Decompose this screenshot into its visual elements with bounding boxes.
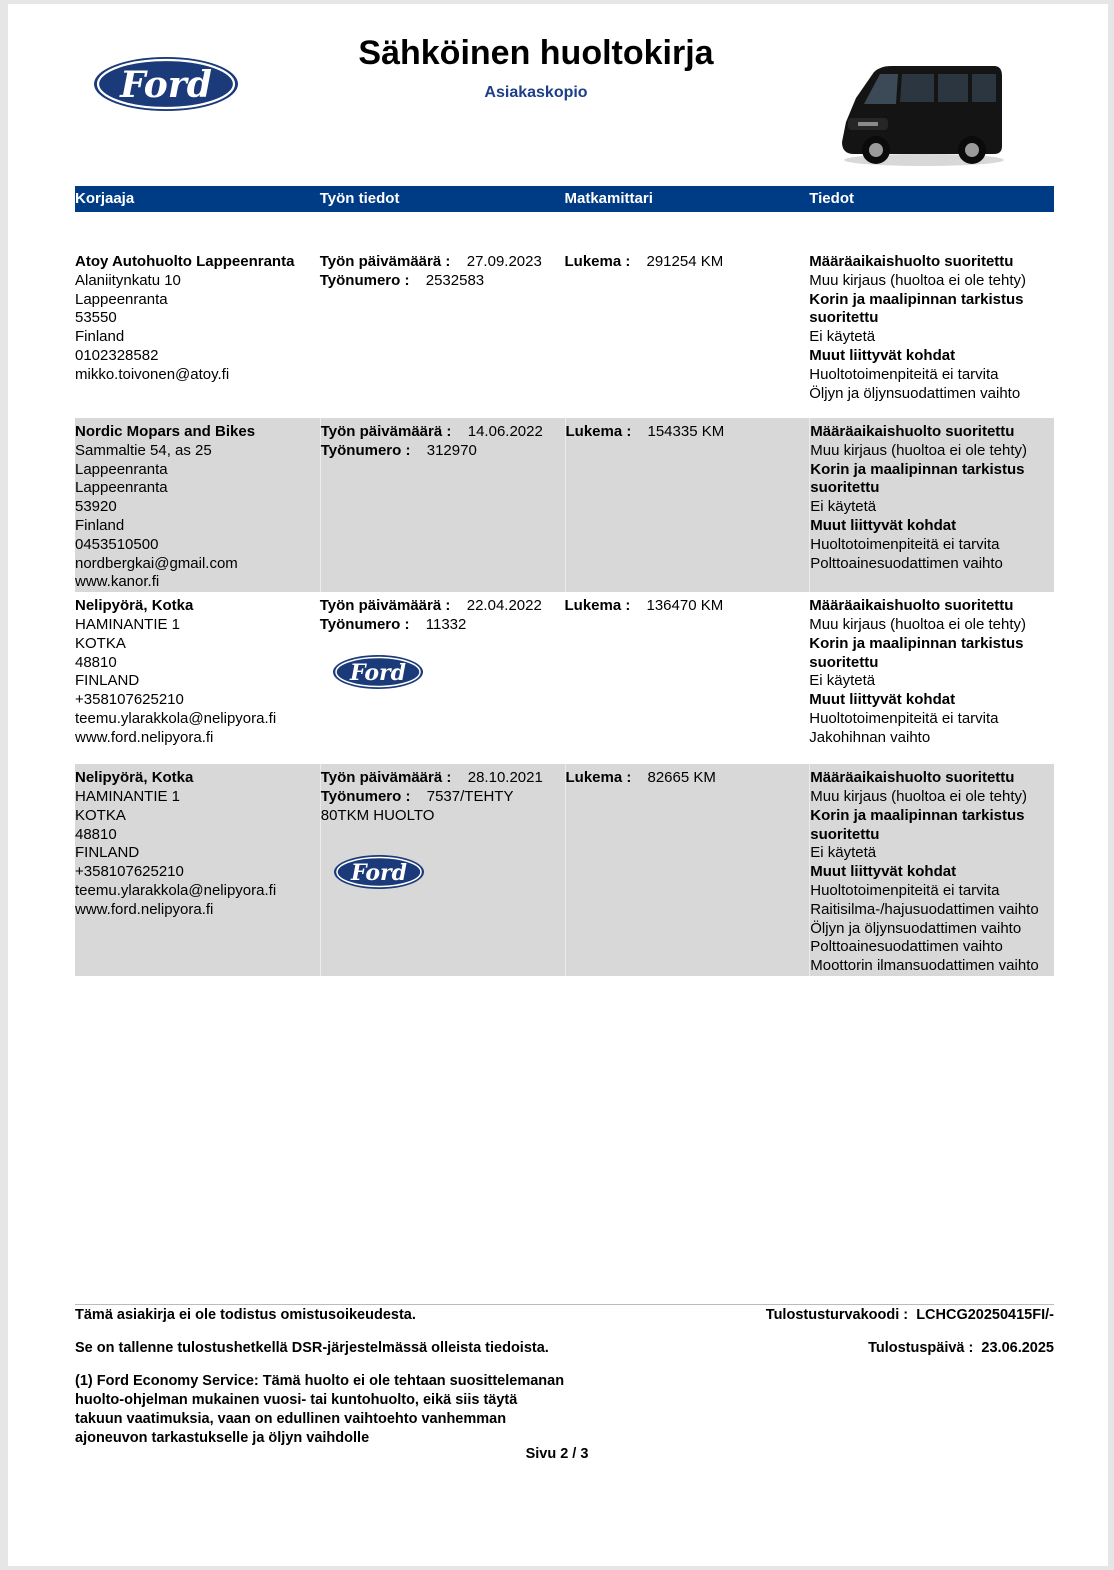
- work-number-label: Työnumero :: [319, 271, 410, 289]
- ford-dealer-logo-text: Ford: [350, 860, 407, 887]
- info-heading: Muut liittyvät kohdat: [810, 516, 957, 534]
- economy-note-line: (1) Ford Economy Service: Tämä huolto ei ole tehtaan suosittelemanan: [75, 1373, 565, 1389]
- economy-note-line: huolto-ohjelman mukainen vuosi- tai kuntohuolto, eikä siis täytä: [75, 1392, 518, 1408]
- work-date: [320, 253, 565, 272]
- page-number: Sivu 2 / 3: [525, 1446, 589, 1462]
- repairer-detail: Lappeenranta: [75, 460, 168, 478]
- footer-security-code: [766, 1306, 1054, 1325]
- service-record-row: [75, 418, 1054, 592]
- info-cell: [809, 418, 1054, 592]
- info-line: Raitisilma-/hajusuodattimen vaihto: [810, 900, 1039, 918]
- info-cell: [809, 592, 1054, 764]
- repairer-detail: Lappeenranta: [75, 290, 168, 308]
- work-date-value: 22.04.2022: [466, 597, 542, 615]
- repairer-detail: HAMINANTIE 1: [75, 615, 181, 633]
- info-line: Öljyn ja öljynsuodattimen vaihto: [809, 384, 1021, 402]
- odometer-value: 291254 KM: [646, 253, 724, 270]
- info-heading: Määräaikaishuolto suoritettu: [809, 253, 1014, 270]
- odometer-value: 154335 KM: [647, 423, 725, 440]
- info-cell: [809, 248, 1054, 418]
- work-date-value: 28.10.2021: [467, 769, 543, 787]
- column-header-work-details: Työn tiedot: [319, 190, 400, 207]
- table-header: [75, 186, 1054, 212]
- column-header-odometer: Matkamittari: [564, 190, 653, 207]
- odometer-reading: [565, 597, 810, 616]
- repairer-cell: [75, 764, 320, 976]
- work-number-label: Työnumero :: [320, 441, 411, 459]
- work-number-value: 11332: [425, 615, 467, 633]
- ford-dealer-logo-text: Ford: [349, 660, 406, 687]
- vehicle-image: [834, 62, 1006, 170]
- repairer-detail: FINLAND: [75, 672, 140, 690]
- info-line: Polttoainesuodattimen vaihto: [810, 938, 1003, 956]
- repairer-detail: KOTKA: [75, 806, 126, 824]
- repairer-cell: [75, 248, 320, 418]
- page-title: Sähköinen huoltokirja: [358, 34, 714, 72]
- info-heading: Muut liittyvät kohdat: [809, 346, 956, 364]
- odometer-label: Lukema :: [565, 423, 632, 440]
- service-record-row: [75, 248, 1054, 418]
- info-cell: [809, 764, 1054, 976]
- repairer-detail: +358107625210: [75, 863, 184, 881]
- service-record-row: [75, 764, 1054, 976]
- repairer-detail: nordbergkai@gmail.com: [75, 554, 238, 572]
- repairer-name: Nelipyörä, Kotka: [75, 769, 194, 787]
- info-heading: Määräaikaishuolto suoritettu: [809, 597, 1014, 615]
- repairer-detail: 48810: [75, 825, 117, 843]
- info-line: Muu kirjaus (huoltoa ei ole tehty): [810, 441, 1028, 459]
- footer-disclaimer-ownership: Tämä asiakirja ei ole todistus omistusoikeudesta.: [75, 1307, 416, 1323]
- info-heading: Korin ja maalipinnan tarkistus: [809, 290, 1024, 308]
- info-line: Huoltotoimenpiteitä ei tarvita: [809, 709, 999, 727]
- work-number-value: 7537/TEHTY: [426, 787, 514, 805]
- info-heading: Muut liittyvät kohdat: [809, 691, 956, 709]
- info-line: Huoltotoimenpiteitä ei tarvita: [810, 881, 1000, 899]
- work-date-label: Työn päivämäärä :: [320, 769, 452, 787]
- service-record-row: [75, 592, 1054, 764]
- odometer-label: Lukema :: [564, 597, 631, 615]
- info-line: Polttoainesuodattimen vaihto: [810, 554, 1003, 572]
- info-heading: Muut liittyvät kohdat: [810, 863, 957, 881]
- odometer-value: 82665 KM: [647, 769, 716, 787]
- document-page: [8, 4, 1108, 1566]
- info-heading: Määräaikaishuolto suoritettu: [810, 423, 1015, 440]
- info-line: Moottorin ilmansuodattimen vaihto: [810, 957, 1039, 975]
- odometer-reading: [565, 253, 810, 272]
- footer-disclaimer-dsr: Se on tallenne tulostushetkellä DSR-järjestelmässä olleista tiedoista.: [75, 1340, 549, 1356]
- footer-divider: [75, 1304, 1054, 1305]
- info-line: Ei käytetä: [809, 672, 876, 690]
- repairer-detail: Lappeenranta: [75, 479, 168, 497]
- print-date-label: Tulostuspäivä :: [868, 1340, 974, 1356]
- repairer-detail: Sammaltie 54, as 25: [75, 441, 212, 459]
- print-date-value: 23.06.2025: [981, 1340, 1054, 1356]
- odometer-label: Lukema :: [565, 769, 632, 787]
- info-heading: Korin ja maalipinnan tarkistus: [809, 634, 1024, 652]
- info-line: Jakohihnan vaihto: [809, 728, 931, 746]
- column-header-repairer: Korjaaja: [75, 190, 135, 207]
- economy-note-line: ajoneuvon tarkastukselle ja öljyn vaihdolle: [75, 1430, 370, 1446]
- odometer-label: Lukema :: [564, 253, 631, 270]
- repairer-name: Nordic Mopars and Bikes: [75, 423, 256, 440]
- info-line: Ei käytetä: [809, 328, 876, 346]
- work-details-cell: [320, 248, 565, 418]
- odometer-cell: [565, 592, 810, 764]
- ford-logo-text: Ford: [120, 64, 212, 106]
- work-date-value: 14.06.2022: [467, 423, 543, 440]
- info-line: Ei käytetä: [810, 844, 877, 862]
- work-details-cell: [320, 764, 565, 976]
- work-number: [320, 616, 565, 635]
- odometer-cell: [565, 764, 810, 976]
- work-note: 80TKM HUOLTO: [320, 806, 435, 824]
- info-heading: suoritettu: [810, 479, 880, 497]
- ford-dealer-logo: [333, 854, 425, 896]
- info-heading: Korin ja maalipinnan tarkistus: [810, 460, 1025, 478]
- work-number-label: Työnumero :: [319, 615, 410, 633]
- work-date: [320, 597, 565, 616]
- repairer-detail: 53920: [75, 498, 117, 516]
- work-number-value: 2532583: [425, 271, 485, 289]
- odometer-cell: [565, 418, 810, 592]
- work-details-cell: [320, 418, 565, 592]
- repairer-detail: HAMINANTIE 1: [75, 787, 181, 805]
- info-line: Muu kirjaus (huoltoa ei ole tehty): [809, 271, 1027, 289]
- info-heading: suoritettu: [809, 309, 879, 327]
- column-header-info: Tiedot: [809, 190, 854, 207]
- repairer-name: Atoy Autohuolto Lappeenranta: [75, 253, 295, 270]
- repairer-name: Nelipyörä, Kotka: [75, 597, 194, 615]
- repairer-detail: 53550: [75, 309, 117, 327]
- repairer-cell: [75, 418, 320, 592]
- repairer-detail: +358107625210: [75, 691, 184, 709]
- odometer-cell: [565, 248, 810, 418]
- info-line: Huoltotoimenpiteitä ei tarvita: [810, 535, 1000, 553]
- repairer-detail: teemu.ylarakkola@nelipyora.fi: [75, 881, 277, 899]
- security-code-label: Tulostusturvakoodi :: [765, 1307, 909, 1323]
- work-date: [321, 423, 565, 442]
- repairer-detail: www.ford.nelipyora.fi: [75, 900, 214, 918]
- work-number: [321, 442, 565, 461]
- repairer-detail: teemu.ylarakkola@nelipyora.fi: [75, 709, 277, 727]
- odometer-reading: [566, 423, 810, 442]
- odometer-value: 136470 KM: [646, 597, 724, 615]
- info-heading: Määräaikaishuolto suoritettu: [810, 769, 1015, 787]
- info-line: Huoltotoimenpiteitä ei tarvita: [809, 365, 999, 383]
- page-subtitle: Asiakaskopio: [484, 84, 588, 101]
- repairer-detail: 0453510500: [75, 535, 159, 553]
- work-date: [321, 769, 565, 788]
- repairer-detail: mikko.toivonen@atoy.fi: [75, 365, 230, 383]
- work-number: [321, 788, 565, 807]
- repairer-detail: 48810: [75, 653, 117, 671]
- work-number-value: 312970: [426, 441, 477, 459]
- info-heading: suoritettu: [809, 653, 879, 671]
- info-heading: suoritettu: [810, 825, 880, 843]
- repairer-cell: [75, 592, 320, 764]
- work-date-label: Työn päivämäärä :: [319, 597, 451, 615]
- repairer-detail: Finland: [75, 516, 125, 534]
- repairer-detail: www.ford.nelipyora.fi: [75, 728, 214, 746]
- footer-print-date: [868, 1339, 1054, 1358]
- footer-economy-note: [75, 1372, 595, 1448]
- repairer-detail: Alaniitynkatu 10: [75, 271, 181, 289]
- work-date-value: 27.09.2023: [466, 253, 542, 270]
- info-line: Ei käytetä: [810, 498, 877, 516]
- ford-dealer-logo: [332, 654, 424, 696]
- info-line: Öljyn ja öljynsuodattimen vaihto: [810, 919, 1022, 937]
- info-line: Muu kirjaus (huoltoa ei ole tehty): [810, 787, 1028, 805]
- repairer-detail: FINLAND: [75, 844, 140, 862]
- work-number-label: Työnumero :: [320, 787, 411, 805]
- economy-note-line: takuun vaatimuksia, vaan on edullinen vaihtoehto vanhemman: [75, 1411, 507, 1427]
- work-details-cell: [320, 592, 565, 764]
- security-code-value: LCHCG20250415FI/-: [916, 1307, 1054, 1323]
- repairer-detail: www.kanor.fi: [75, 573, 160, 591]
- work-number: [320, 272, 565, 291]
- work-date-label: Työn päivämäärä :: [320, 423, 452, 440]
- repairer-detail: 0102328582: [75, 346, 159, 364]
- repairer-detail: KOTKA: [75, 634, 126, 652]
- work-date-label: Työn päivämäärä :: [319, 253, 451, 270]
- service-records: [75, 248, 1054, 976]
- odometer-reading: [566, 769, 810, 788]
- info-line: Muu kirjaus (huoltoa ei ole tehty): [809, 615, 1027, 633]
- repairer-detail: Finland: [75, 328, 125, 346]
- info-heading: Korin ja maalipinnan tarkistus: [810, 806, 1025, 824]
